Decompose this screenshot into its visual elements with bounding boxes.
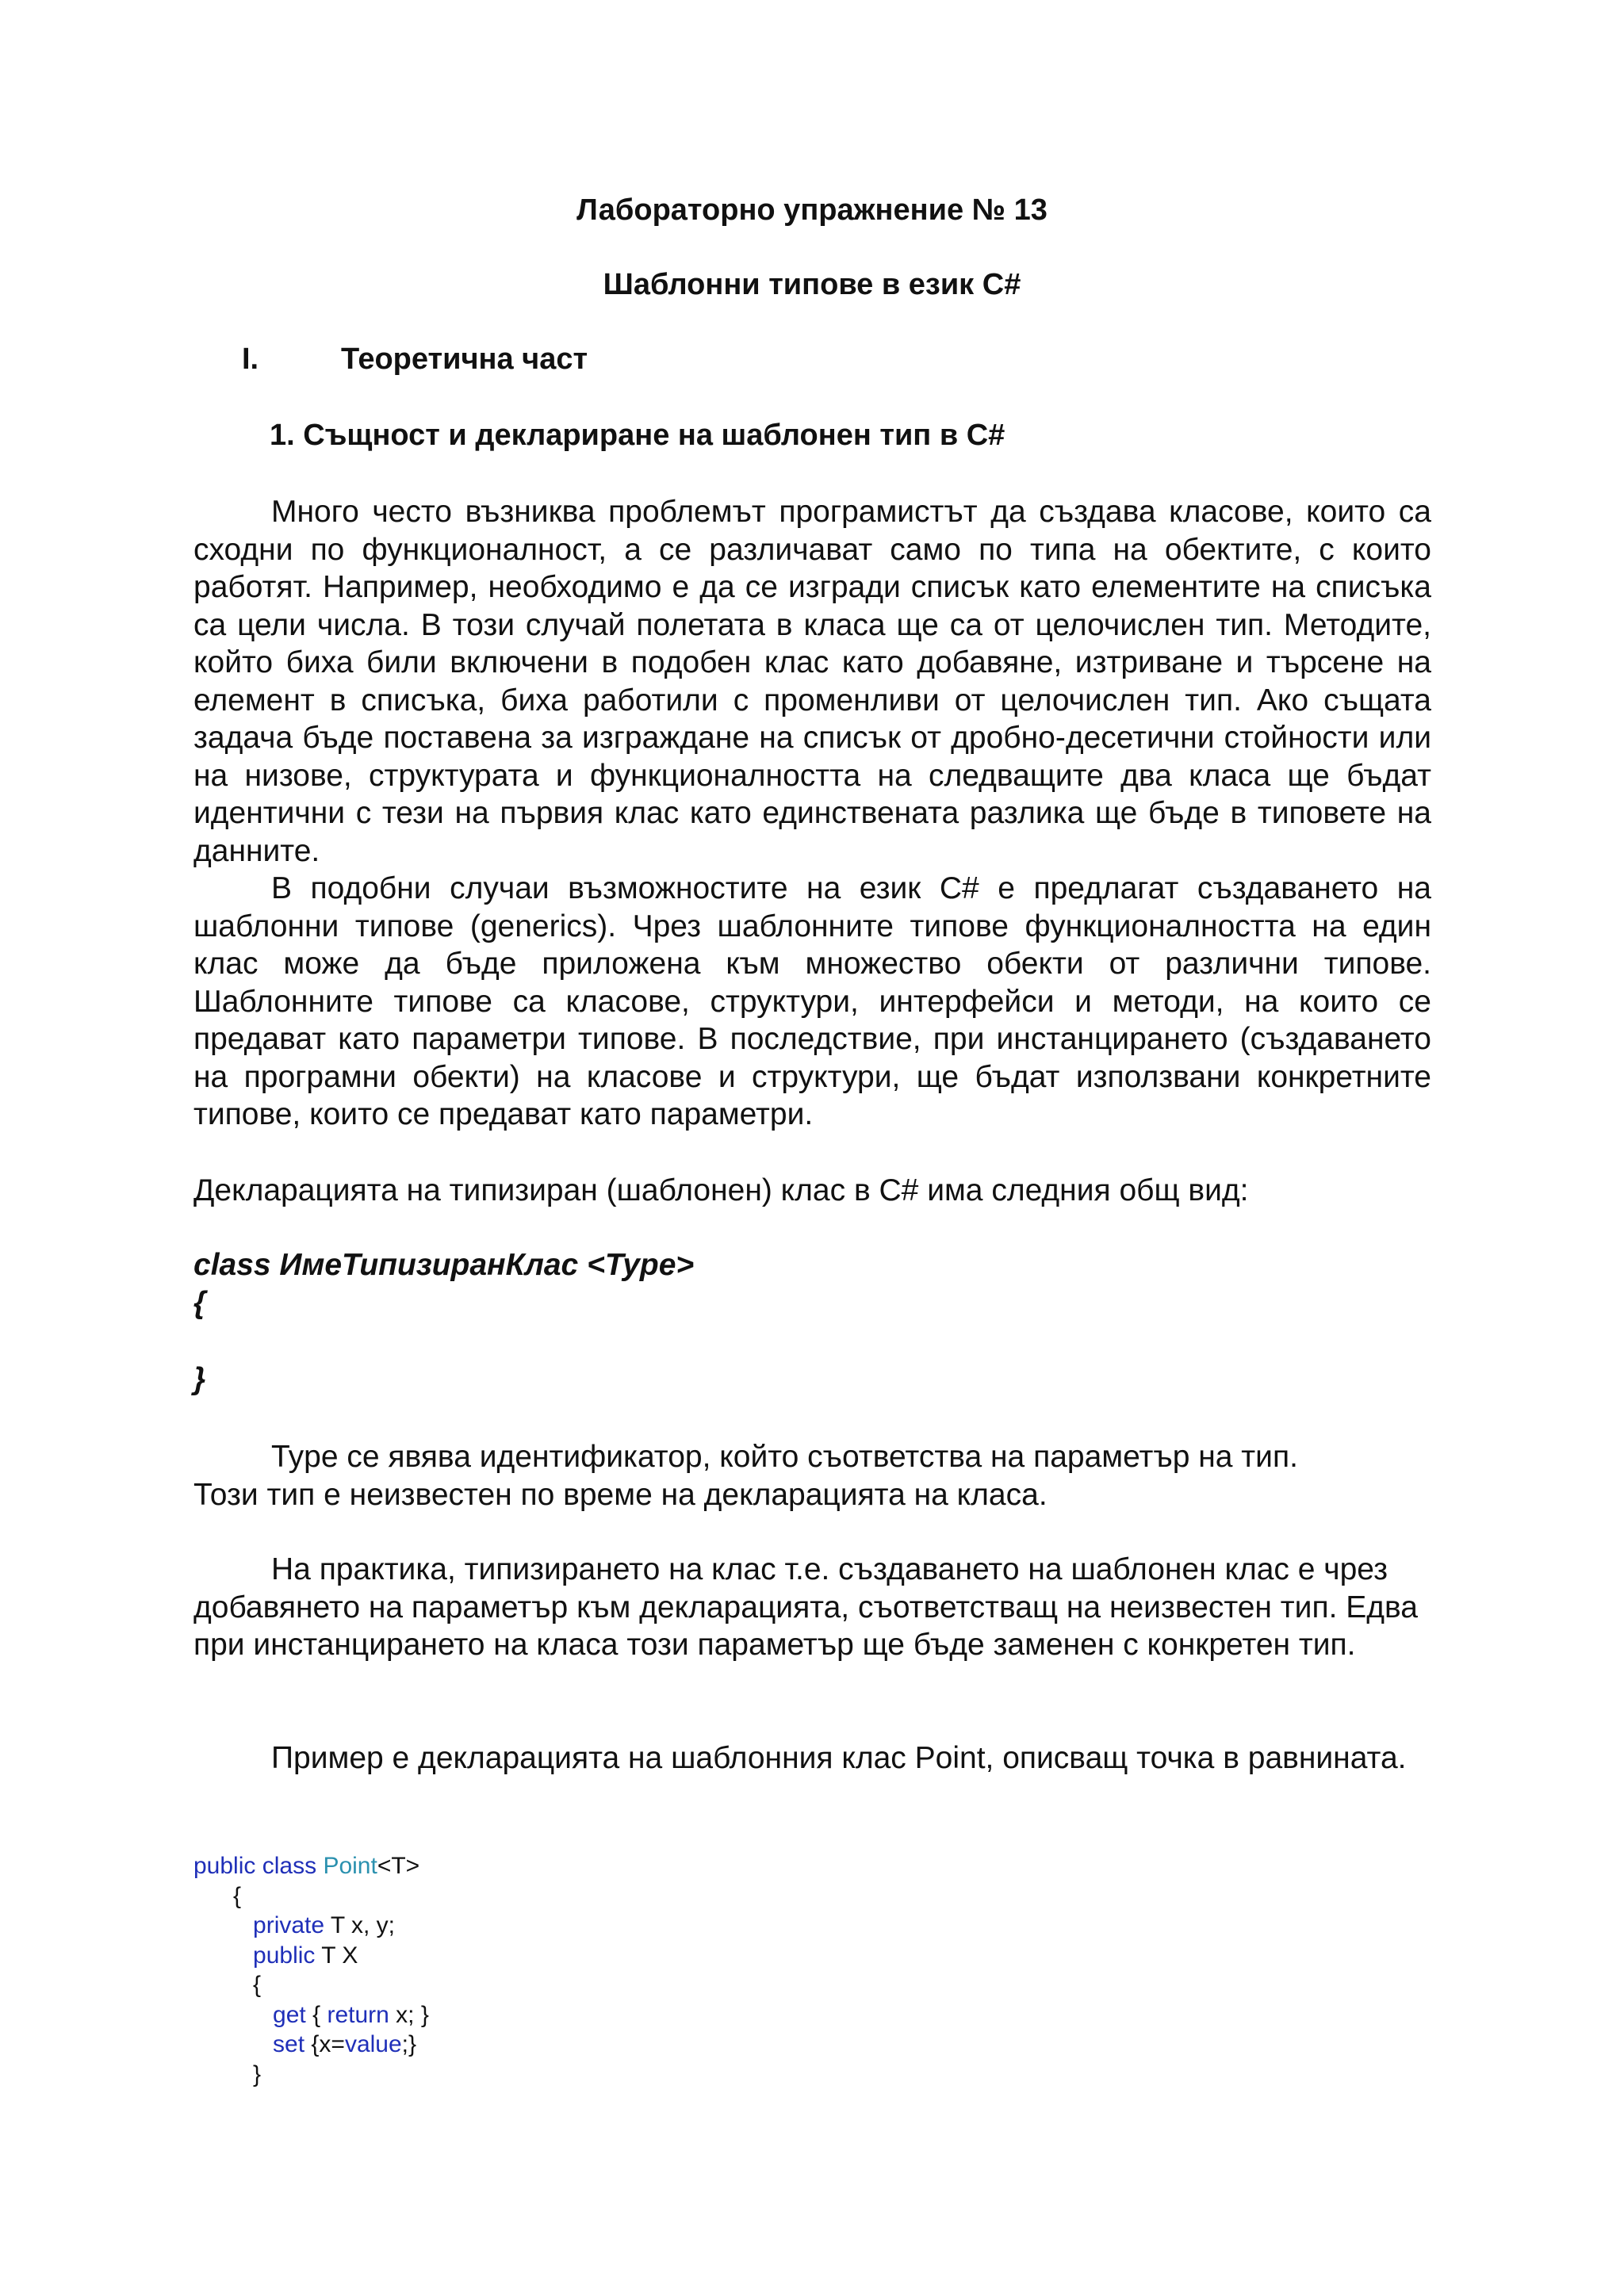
subsection-heading: 1. Същност и деклариране на шаблонен тип в C# — [270, 419, 1005, 452]
declaration-intro — [193, 1172, 1431, 1210]
generic-class-line: class ИмеТипизиранКлас <Type> — [193, 1248, 695, 1282]
example-paragraph — [193, 1739, 1431, 1777]
code-keyword-get: get — [273, 2001, 306, 2028]
code-keyword-value: value — [344, 2031, 402, 2057]
code-line-field — [193, 1911, 429, 1941]
code-line-prop-open — [193, 1970, 429, 2000]
code-line-prop — [193, 1941, 429, 1971]
code-keyword-private: private — [253, 1912, 325, 1938]
code-keyword-public: public — [193, 1853, 256, 1879]
code-listing — [193, 1851, 429, 2089]
generic-body-gap — [193, 1322, 1431, 1360]
practice-paragraph — [193, 1551, 1431, 1664]
code-line-open — [193, 1881, 429, 1911]
code-type-param: <T> — [377, 1853, 420, 1879]
code-prop-decl: T X — [315, 1942, 358, 1969]
document-title: Лабораторно упражнение № 13 — [576, 193, 1048, 227]
code-line-set — [193, 2030, 429, 2060]
type-explanation-line-1: Type се явява идентификатор, който съответства на параметър на тип. — [271, 1440, 1298, 1474]
code-line-prop-close — [193, 2060, 429, 2090]
code-prop-close-brace: } — [253, 2061, 262, 2087]
generic-class-syntax — [193, 1246, 1431, 1399]
paragraph-problem: Много често възниква проблемът програмистът да създава класове, които са сходни по функционалност, а се различават само по типа на обектите, с които работят. Например, необходимо е да се изгради списък като елементите на списъка са цели числа. В този случай полетата в класа ще са от целочислен тип. Методите, който биха били включени в подобен клас като добавяне, изтриване и търсене на елемент в списъка, биха работили с променливи от целочислен тип. Ако същата задача бъде поставена за изграждане на списък от дробно-десетични стойности или на низове, структурата и функционалността на следващите два класа ще бъдат идентични с тези на първия клас като единствената разлика ще бъде в типовете на данните. — [193, 495, 1431, 868]
type-explanation-line-2: Този тип е неизвестен по време на декларацията на класа. — [193, 1477, 1048, 1512]
type-explanation — [193, 1438, 1431, 1513]
code-set-open: {x= — [304, 2031, 345, 2057]
practice-text: На практика, типизирането на клас т.е. създаването на шаблонен клас е чрез добавянето на параметър към декларацията, съответстващ на неизвестен тип. Едва при инстанцирането на класа този параметър ще бъде заменен с конкретен тип. — [193, 1552, 1418, 1662]
code-open-brace: { — [233, 1882, 242, 1909]
code-prop-open-brace: { — [253, 1972, 262, 1998]
code-get-open: { — [305, 2001, 327, 2028]
example-text: Пример е декларацията на шаблонния клас Point, описващ точка в равнината. — [271, 1741, 1407, 1775]
code-line-class — [193, 1851, 429, 1881]
code-keyword-return: return — [327, 2001, 389, 2028]
declaration-intro-text: Декларацията на типизиран (шаблонен) клас в C# има следния общ вид: — [193, 1173, 1249, 1207]
code-set-close: ;} — [401, 2031, 417, 2057]
generic-open-brace: { — [193, 1286, 206, 1320]
section-label: Теоретична част — [341, 342, 588, 376]
section-number: I. — [242, 342, 259, 376]
code-field-decl: T x, y; — [324, 1912, 395, 1938]
section-heading — [242, 342, 588, 377]
body-paragraphs — [193, 493, 1431, 1134]
code-line-get — [193, 2000, 429, 2030]
generic-close-brace: } — [193, 1362, 206, 1396]
code-keyword-public-2: public — [253, 1942, 316, 1969]
code-keyword-set: set — [273, 2031, 305, 2057]
code-get-close: x; } — [389, 2001, 429, 2028]
document-subtitle: Шаблонни типове в език C# — [603, 268, 1021, 301]
code-class-name: Point — [323, 1853, 377, 1879]
code-keyword-class: class — [262, 1853, 317, 1879]
paragraph-generics: В подобни случаи възможностите на език C# е предлагат създаването на шаблонни типове (generics). Чрез шаблонните типове функционалността на един клас може да бъде приложена към множество обекти от различни типове. Шаблонните типове са класове, структури, интерфейси и методи, на които се предават като параметри типове. В последствие, при инстанцирането (създаването на програмни обекти) на класове и структури, ще бъдат използвани конкретните типове, които се предават като параметри. — [193, 871, 1431, 1131]
